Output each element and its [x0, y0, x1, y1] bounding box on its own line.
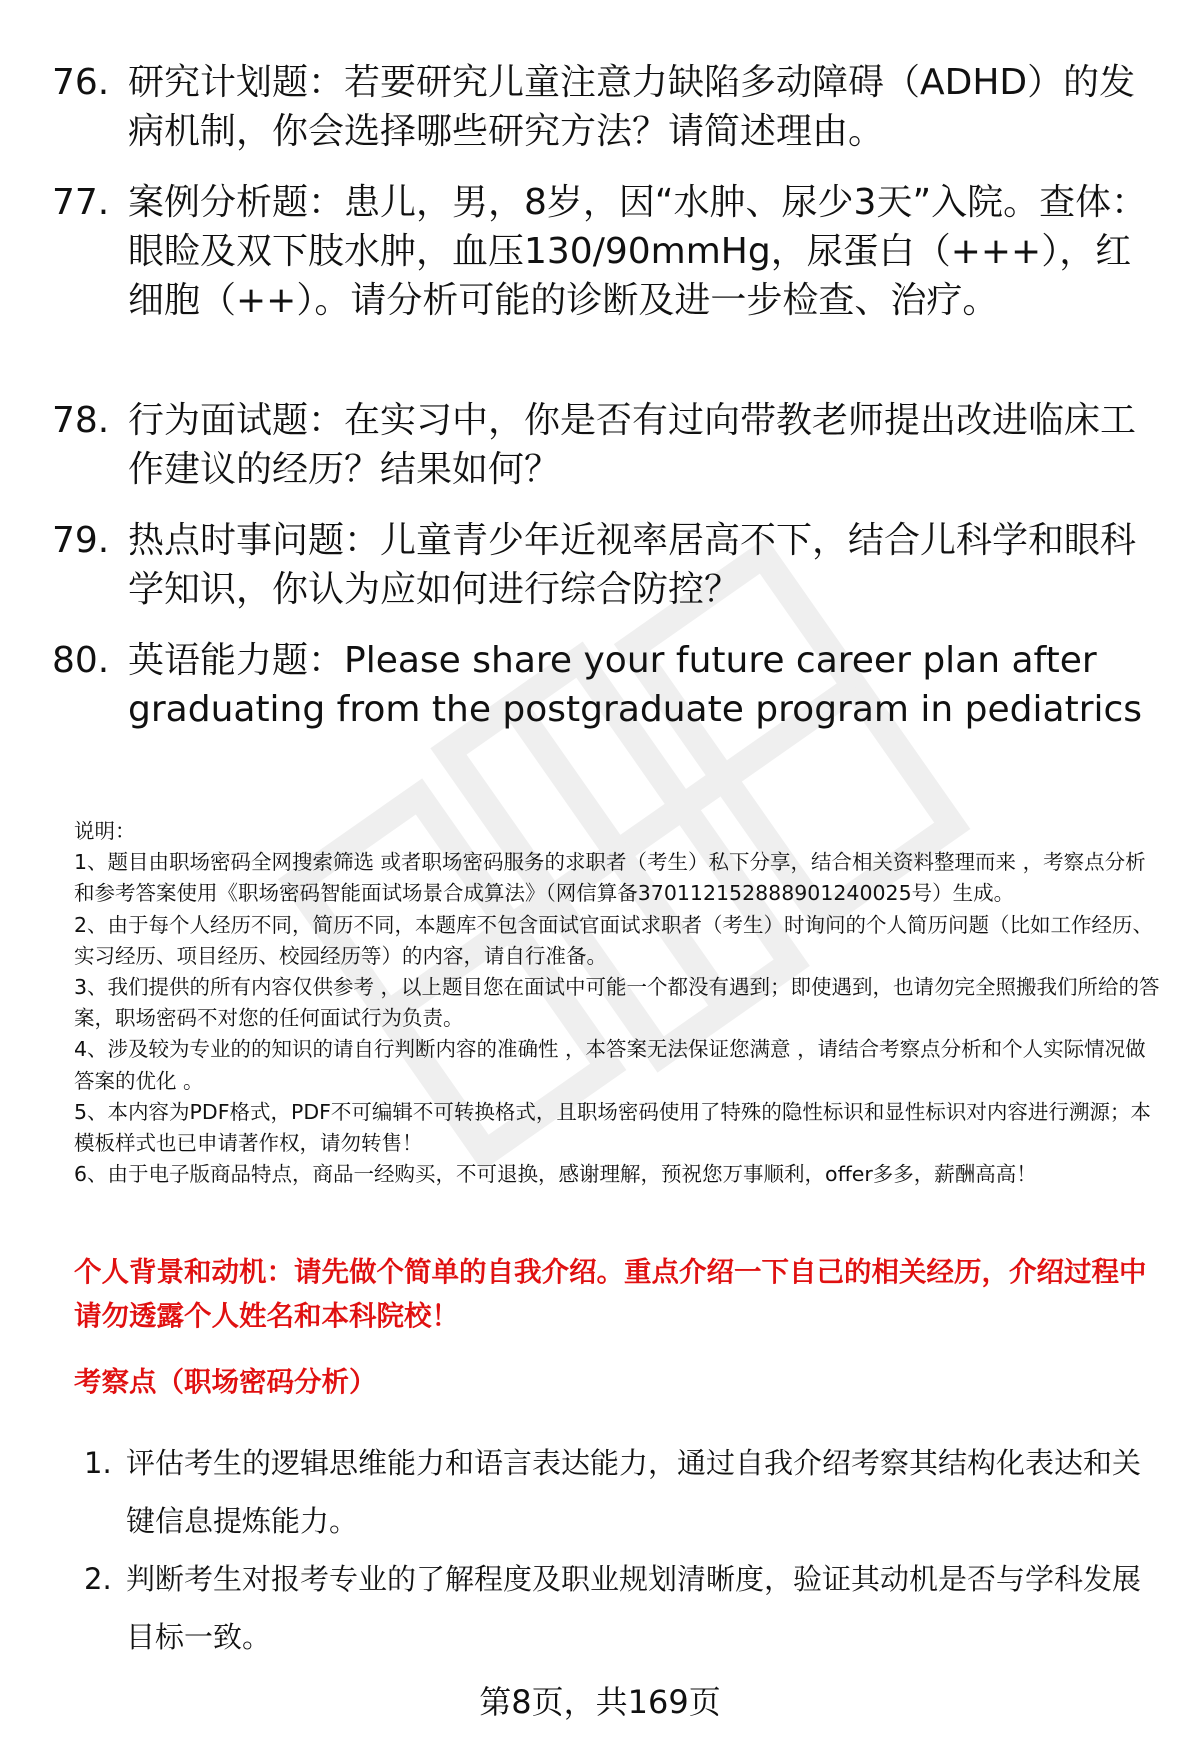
question-list [52, 58, 1152, 734]
question-item [52, 396, 1152, 494]
question-number: 77. [52, 182, 110, 223]
question-text: 研究计划题：若要研究儿童注意力缺陷多动障碍（ADHD）的发病机制，你会选择哪些研究方法？请简述理由。 [128, 62, 1136, 152]
note-item: 3、我们提供的所有内容仅供参考 ，以上题目您在面试中可能一个都没有遇到；即使遇到，也请勿完全照搬我们所给的答案，职场密码不对您的任何面试行为负责。 [74, 975, 1160, 1031]
question-number: 78. [52, 400, 110, 441]
question-item [52, 636, 1152, 734]
point-number: 1. [84, 1446, 112, 1480]
points-list [84, 1434, 1154, 1666]
question-item [52, 178, 1152, 374]
question-item [52, 516, 1152, 614]
point-number: 2. [84, 1562, 112, 1596]
question-text: 热点时事问题：儿童青少年近视率居高不下，结合儿科学和眼科学知识，你认为应如何进行综合防控？ [128, 520, 1137, 610]
point-item [84, 1550, 1154, 1666]
note-item: 5、本内容为PDF格式，PDF不可编辑不可转换格式，且职场密码使用了特殊的隐性标识和显性标识对内容进行溯源；本模板样式也已申请著作权，请勿转售！ [74, 1099, 1151, 1156]
question-text: 案例分析题：患儿，男，8岁，因“水肿、尿少3天”入院。查体：眼睑及双下肢水肿，血压130/90mmHg，尿蛋白（+++），红细胞（++）。请分析可能的诊断及进一步检查、治疗。 [128, 182, 1148, 321]
note-item: 4、涉及较为专业的的知识的请自行判断内容的准确性 ，本答案无法保证您满意 ，请结合考察点分析和个人实际情况做答案的优化 。 [74, 1037, 1146, 1093]
notes-heading: 说明： [74, 819, 136, 843]
note-item: 1、题目由职场密码全网搜索筛选 或者职场密码服务的求职者（考生）私下分享，结合相关资料整理而来 ，考察点分析和参考答案使用《职场密码智能面试场景合成算法》（网信算备370112152888901240025号）生成。 [74, 850, 1146, 906]
points-title: 考察点（职场密码分析） [74, 1366, 377, 1398]
question-text: 英语能力题：Please share your future career plan after graduating from the postgraduate program in pediatrics [128, 640, 1143, 730]
point-item [84, 1434, 1154, 1550]
question-text: 行为面试题：在实习中，你是否有过向带教老师提出改进临床工作建议的经历？结果如何？ [128, 400, 1137, 490]
note-item: 6、由于电子版商品特点，商品一经购买，不可退换，感谢理解，预祝您万事顺利，offer多多，薪酬高高！ [74, 1162, 1037, 1187]
point-text: 判断考生对报考专业的了解程度及职业规划清晰度，验证其动机是否与学科发展目标一致。 [126, 1562, 1142, 1654]
notes-section [74, 816, 1164, 1190]
intro-question: 个人背景和动机：请先做个简单的自我介绍。重点介绍一下自己的相关经历，介绍过程中请勿透露个人姓名和本科院校！ [74, 1256, 1147, 1332]
question-number: 76. [52, 62, 110, 103]
note-item: 2、由于每个人经历不同，简历不同，本题库不包含面试官面试求职者（考生）时询问的个人简历问题（比如工作经历、实习经历、项目经历、校园经历等）的内容，请自行准备。 [74, 912, 1154, 968]
page-number: 第8页，共169页 [479, 1683, 721, 1721]
point-text: 评估考生的逻辑思维能力和语言表达能力，通过自我介绍考察其结构化表达和关键信息提炼能力。 [126, 1446, 1142, 1538]
question-number: 80. [52, 640, 110, 681]
question-number: 79. [52, 520, 110, 561]
question-item [52, 58, 1152, 156]
